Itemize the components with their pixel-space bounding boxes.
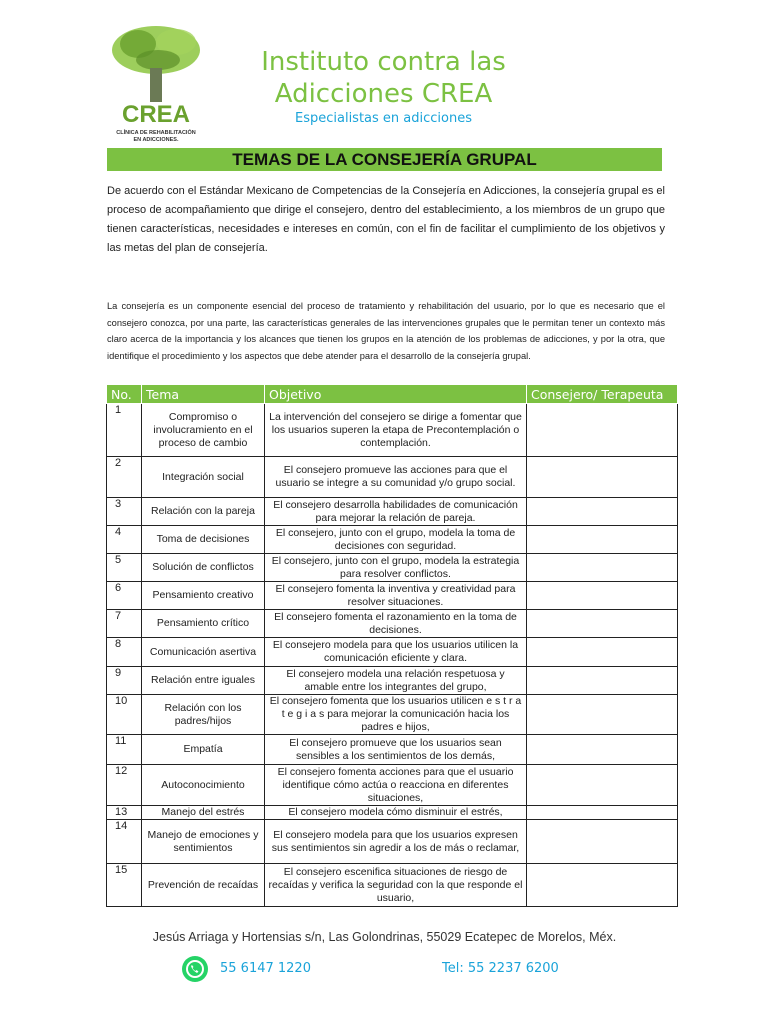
table-row [107, 526, 678, 554]
table-row [107, 864, 678, 907]
table-row [107, 582, 678, 610]
col-header-objetivo: Objetivo [265, 385, 527, 404]
row-tema: Manejo del estrés [142, 806, 265, 820]
row-number: 10 [107, 695, 142, 735]
svg-text:CREA: CREA [121, 101, 191, 128]
row-tema: Solución de conflictos [142, 554, 265, 582]
row-consejero[interactable] [527, 695, 678, 735]
table-row [107, 638, 678, 667]
row-consejero[interactable] [527, 806, 678, 820]
col-header-consejero: Consejero/ Terapeuta [527, 385, 678, 404]
row-objetivo: El consejero fomenta el razonamiento en la toma de decisiones. [265, 610, 527, 638]
row-tema: Manejo de emociones y sentimientos [142, 820, 265, 864]
title-line-1: Instituto contra las [261, 47, 506, 77]
row-number: 11 [107, 735, 142, 765]
row-tema: Pensamiento crítico [142, 610, 265, 638]
row-consejero[interactable] [527, 765, 678, 806]
row-tema: Toma de decisiones [142, 526, 265, 554]
row-objetivo: El consejero modela cómo disminuir el estrés, [265, 806, 527, 820]
section-banner: TEMAS DE LA CONSEJERÍA GRUPAL [107, 148, 662, 171]
row-objetivo: El consejero modela una relación respetuosa y amable entre los integrantes del grupo, [265, 667, 527, 695]
row-number: 1 [107, 404, 142, 457]
row-number: 5 [107, 554, 142, 582]
row-number: 14 [107, 820, 142, 864]
footer-address: Jesús Arriaga y Hortensias s/n, Las Golondrinas, 55029 Ecatepec de Morelos, Méx. [152, 930, 617, 944]
row-objetivo: El consejero promueve las acciones para que el usuario se integre a su comunidad y/o grupo social. [265, 457, 527, 498]
row-consejero[interactable] [527, 735, 678, 765]
row-tema: Pensamiento creativo [142, 582, 265, 610]
row-consejero[interactable] [527, 526, 678, 554]
row-number: 6 [107, 582, 142, 610]
row-objetivo: El consejero escenifica situaciones de riesgo de recaídas y verifica la seguridad con la que responde el usuario, [265, 864, 527, 907]
row-number: 12 [107, 765, 142, 806]
row-tema: Prevención de recaídas [142, 864, 265, 907]
row-consejero[interactable] [527, 610, 678, 638]
row-consejero[interactable] [527, 667, 678, 695]
row-tema: Integración social [142, 457, 265, 498]
row-number: 9 [107, 667, 142, 695]
row-consejero[interactable] [527, 498, 678, 526]
table-row [107, 667, 678, 695]
topics-table [106, 384, 678, 907]
row-number: 13 [107, 806, 142, 820]
row-objetivo: El consejero modela para que los usuarios utilicen la comunicación eficiente y clara. [265, 638, 527, 667]
svg-text:EN ADICCIONES.: EN ADICCIONES. [133, 137, 179, 143]
row-tema: Relación con la pareja [142, 498, 265, 526]
table-row [107, 498, 678, 526]
svg-text:CLÍNICA DE REHABILITACIÓN: CLÍNICA DE REHABILITACIÓN [116, 130, 196, 136]
table-row [107, 695, 678, 735]
col-header-no: No. [107, 385, 142, 404]
table-row [107, 765, 678, 806]
row-tema: Compromiso o involucramiento en el proceso de cambio [142, 404, 265, 457]
whatsapp-icon [182, 956, 208, 982]
telephone[interactable]: Tel: 55 2237 6200 [442, 961, 559, 976]
table-row [107, 457, 678, 498]
row-objetivo: El consejero, junto con el grupo, modela la estrategia para resolver conflictos. [265, 554, 527, 582]
row-objetivo: El consejero modela para que los usuarios expresen sus sentimientos sin agredir a los de más o reclamar, [265, 820, 527, 864]
row-tema: Relación con los padres/hijos [142, 695, 265, 735]
row-objetivo: El consejero desarrolla habilidades de comunicación para mejorar la relación de pareja. [265, 498, 527, 526]
row-consejero[interactable] [527, 457, 678, 498]
row-number: 15 [107, 864, 142, 907]
row-objetivo: El consejero fomenta la inventiva y creatividad para resolver situaciones. [265, 582, 527, 610]
row-tema: Relación entre iguales [142, 667, 265, 695]
whatsapp-phone[interactable]: 55 6147 1220 [220, 961, 311, 976]
subtitle: Especialistas en adicciones [295, 111, 472, 126]
row-consejero[interactable] [527, 638, 678, 667]
page-title [196, 46, 571, 110]
row-consejero[interactable] [527, 820, 678, 864]
table-row [107, 820, 678, 864]
row-number: 2 [107, 457, 142, 498]
context-paragraph: La consejería es un componente esencial del proceso de tratamiento y rehabilitación del usuario, por lo que es necesario que el consejero conozca, por una parte, las características generales de las intervenciones grupales que le permitan tener un contexto más claro acerca de la importancia y los alcances que tienen los grupos en la atención de los problemas de adicciones, y por la otra, que identifique el procedimiento y los aspectos que debe atender para el desarrollo de la consejería grupal. [107, 301, 665, 361]
row-consejero[interactable] [527, 404, 678, 457]
row-objetivo: El consejero fomenta acciones para que el usuario identifique cómo actúa o reacciona en diferentes situaciones, [265, 765, 527, 806]
row-objetivo: El consejero fomenta que los usuarios utilicen e s t r a t e g i a s para mejorar la comunicación hacia los padres e hijos, [265, 695, 527, 735]
row-number: 4 [107, 526, 142, 554]
row-objetivo: El consejero, junto con el grupo, modela la toma de decisiones con seguridad. [265, 526, 527, 554]
row-consejero[interactable] [527, 582, 678, 610]
intro-paragraph: De acuerdo con el Estándar Mexicano de Competencias de la Consejería en Adicciones, la consejería grupal es el proceso de acompañamiento que dirige el consejero, dentro del establecimiento, a los miembros de un grupo que tienen características, necesidades e intereses en común, con el fin de facilitar el cumplimiento de los objetivos y las metas del plan de consejería. [107, 185, 665, 254]
table-row [107, 806, 678, 820]
row-consejero[interactable] [527, 554, 678, 582]
table-row [107, 404, 678, 457]
table-header-row [107, 385, 678, 404]
row-objetivo: El consejero promueve que los usuarios sean sensibles a los sentimientos de los demás, [265, 735, 527, 765]
col-header-tema: Tema [142, 385, 265, 404]
row-tema: Comunicación asertiva [142, 638, 265, 667]
crea-logo [106, 22, 206, 148]
row-number: 7 [107, 610, 142, 638]
table-row [107, 554, 678, 582]
row-tema: Empatía [142, 735, 265, 765]
row-tema: Autoconocimiento [142, 765, 265, 806]
table-row [107, 610, 678, 638]
title-line-2: Adicciones CREA [274, 79, 493, 109]
row-consejero[interactable] [527, 864, 678, 907]
table-row [107, 735, 678, 765]
row-objetivo: La intervención del consejero se dirige a fomentar que los usuarios superen la etapa de Precontemplación o contemplación. [265, 404, 527, 457]
row-number: 3 [107, 498, 142, 526]
row-number: 8 [107, 638, 142, 667]
